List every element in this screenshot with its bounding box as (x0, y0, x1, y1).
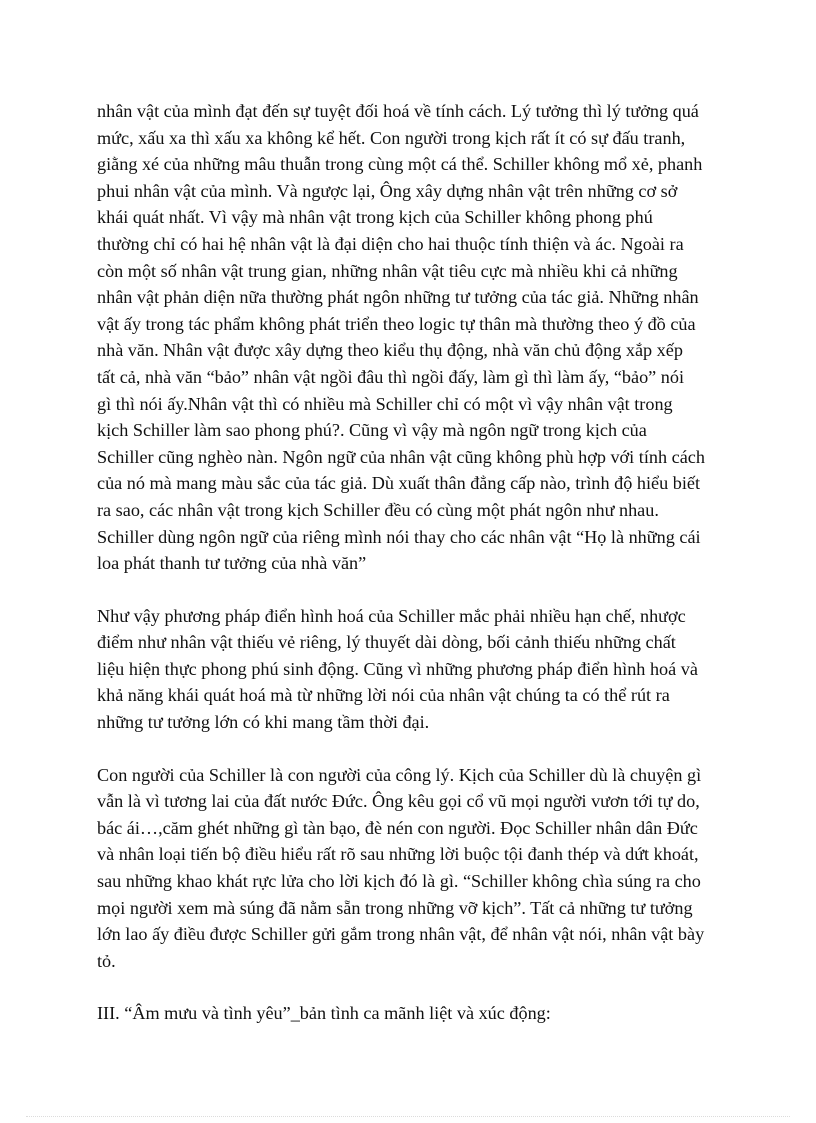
text-line: điểm như nhân vật thiếu vẻ riêng, lý thuyết dài dòng, bối cảnh thiếu những chất (97, 632, 676, 653)
text-line: những tư tưởng lớn có khi mang tầm thời đại. (97, 712, 430, 733)
text-line: còn một số nhân vật trung gian, những nhân vật tiêu cực mà nhiều khi cả những (97, 260, 678, 281)
text-line: khả năng khái quát hoá mà từ những lời nói của nhân vật chúng ta có thể rút ra (97, 685, 670, 706)
text-line: nhà văn. Nhân vật được xây dựng theo kiểu thụ động, nhà văn chủ động xắp xếp (97, 340, 683, 361)
paragraph-2 (97, 603, 727, 736)
text-line: và nhân loại tiến bộ điều hiểu rất rõ sau những lời buộc tội đanh thép và dứt khoát, (97, 844, 699, 865)
text-line: mức, xấu xa thì xấu xa không kể hết. Con người trong kịch rất ít có sự đấu tranh, (97, 127, 686, 148)
document-body (97, 98, 727, 1027)
text-line: bác ái…,căm ghét những gì tàn bạo, đè nén con người. Đọc Schiller nhân dân Đức (97, 817, 698, 838)
text-line: kịch Schiller làm sao phong phú?. Cũng vì vậy mà ngôn ngữ trong kịch của (97, 420, 647, 441)
text-line: sau những khao khát rực lửa cho lời kịch đó là gì. “Schiller không chìa súng ra cho (97, 871, 701, 892)
text-line: lớn lao ấy điều được Schiller gửi gắm trong nhân vật, để nhân vật nói, nhân vật bày (97, 924, 705, 945)
paragraph-1 (97, 98, 727, 577)
text-line: Như vậy phương pháp điển hình hoá của Schiller mắc phải nhiều hạn chế, nhược (97, 605, 686, 626)
section-heading: III. “Âm mưu và tình yêu”_bản tình ca mãnh liệt và xúc động: (97, 1003, 551, 1024)
text-line: mọi người xem mà súng đã nằm sẵn trong những vỡ kịch”. Tất cả những tư tưởng (97, 897, 693, 918)
text-line: nhân vật phản diện nữa thường phát ngôn những tư tưởng của tác giả. Những nhân (97, 287, 699, 308)
text-line: khái quát nhất. Vì vậy mà nhân vật trong kịch của Schiller không phong phú (97, 207, 653, 228)
text-line: tỏ. (97, 950, 116, 971)
page-bottom-border (26, 1116, 790, 1117)
text-line: gì thì nói ấy.Nhân vật thì có nhiều mà Schiller chỉ có một vì vậy nhân vật trong (97, 393, 673, 414)
text-line: giằng xé của những mâu thuẫn trong cùng một cá thể. Schiller không mổ xẻ, phanh (97, 154, 703, 175)
text-line: vẫn là vì tương lai của đất nước Đức. Ông kêu gọi cổ vũ mọi người vươn tới tự do, (97, 791, 700, 812)
text-line: nhân vật của mình đạt đến sự tuyệt đối hoá về tính cách. Lý tưởng thì lý tưởng quá (97, 101, 699, 121)
paragraph-3 (97, 762, 727, 975)
text-line: Schiller dùng ngôn ngữ của riêng mình nói thay cho các nhân vật “Họ là những cái (97, 526, 701, 547)
text-line: thường chỉ có hai hệ nhân vật là đại diện cho hai thuộc tính thiện và ác. Ngoài ra (97, 233, 684, 254)
text-line: tất cả, nhà văn “bảo” nhân vật ngồi đâu thì ngồi đấy, làm gì thì làm ấy, “bảo” nói (97, 366, 685, 387)
text-line: của nó mà mang màu sắc của tác giả. Dù xuất thân đẳng cấp nào, trình độ hiểu biết (97, 473, 701, 494)
text-line: Con người của Schiller là con người của công lý. Kịch của Schiller dù là chuyện gì (97, 764, 702, 785)
text-line: loa phát thanh tư tưởng của nhà văn” (97, 553, 367, 574)
text-line: Schiller cũng nghèo nàn. Ngôn ngữ của nhân vật cũng không phù hợp với tính cách (97, 446, 705, 467)
text-line: phui nhân vật của mình. Và ngược lại, Ông xây dựng nhân vật trên những cơ sở (97, 180, 678, 201)
text-line: liệu hiện thực phong phú sinh động. Cũng vì những phương pháp điển hình hoá và (97, 658, 698, 679)
text-line: vật ấy trong tác phẩm không phát triển theo logic tự thân mà thường theo ý đồ của (97, 313, 696, 334)
text-line: ra sao, các nhân vật trong kịch Schiller đều có cùng một phát ngôn như nhau. (97, 499, 659, 520)
